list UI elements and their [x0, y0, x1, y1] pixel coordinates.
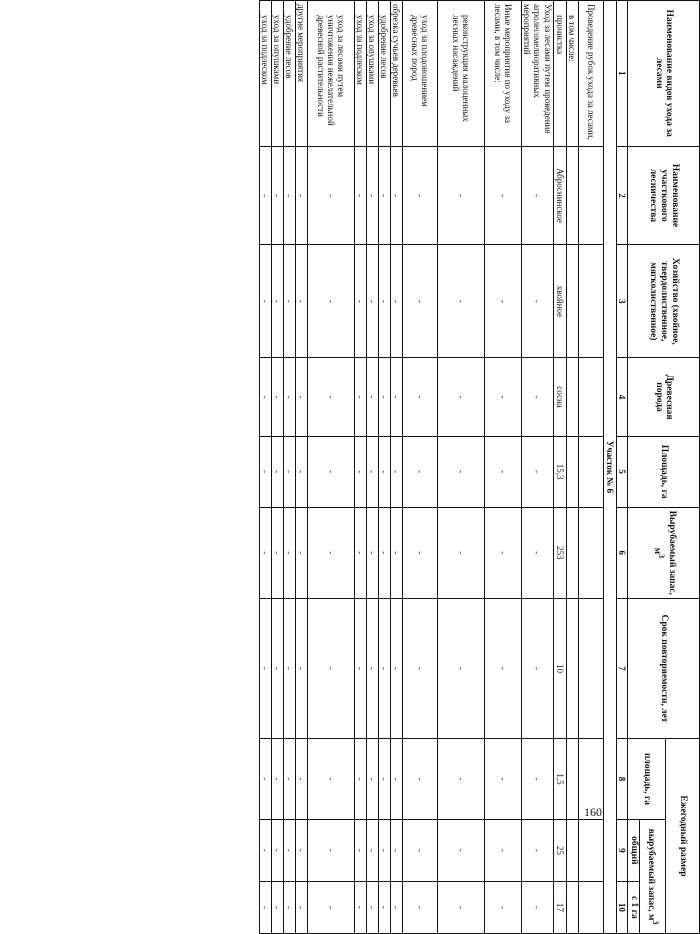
row-label-cell: уход за плодоношением древесных пород	[402, 1, 437, 147]
table-row	[283, 1, 295, 934]
table-cell: -	[390, 358, 402, 436]
table-cell: -	[378, 881, 390, 933]
table-cell: -	[378, 507, 390, 598]
table-cell: -	[378, 146, 390, 245]
table-cell: -	[354, 436, 366, 507]
table-cell: -	[259, 358, 271, 436]
table-cell: -	[402, 820, 437, 882]
table-cell: -	[271, 358, 283, 436]
header-annual-size: Ежегодный размер	[666, 738, 700, 933]
table-cell: 10	[553, 599, 566, 739]
table-cell: -	[259, 599, 271, 739]
table-cell	[566, 507, 578, 598]
table-cell: -	[259, 436, 271, 507]
table-cell: -	[390, 599, 402, 739]
table-cell: -	[366, 820, 378, 882]
header-harvest-volume-text: Вырубаемый запас, м	[651, 510, 677, 595]
table-cell: -	[390, 881, 402, 933]
table-cell: -	[378, 436, 390, 507]
table-cell: -	[521, 820, 553, 882]
header-forestry-district: Наименование участкового лесничества	[628, 146, 700, 245]
table-cell: -	[259, 738, 271, 819]
table-cell	[578, 881, 603, 933]
table-cell	[566, 820, 578, 882]
table-cell: -	[259, 245, 271, 358]
table-cell: -	[354, 599, 366, 739]
table-cell: -	[484, 146, 521, 245]
table-cell: -	[484, 820, 521, 882]
table-cell: -	[354, 358, 366, 436]
table-row	[271, 1, 283, 934]
header-annual-volume-sup: 3	[651, 920, 661, 925]
row-label-cell: уход за опушками	[366, 1, 378, 147]
table-row	[378, 1, 390, 934]
table-cell: -	[437, 245, 484, 358]
table-row	[307, 1, 354, 934]
table-cell: -	[521, 738, 553, 819]
table-cell: -	[366, 599, 378, 739]
table-body	[259, 1, 627, 934]
table-cell	[578, 436, 603, 507]
header-repeat-period: Срок повторяемости, лет	[628, 599, 700, 739]
table-cell: -	[271, 507, 283, 598]
table-row	[259, 1, 271, 934]
table-cell: -	[295, 599, 307, 739]
table-cell: -	[283, 820, 295, 882]
table-cell: -	[366, 436, 378, 507]
table-cell: -	[521, 146, 553, 245]
table-cell: -	[521, 358, 553, 436]
table-cell: -	[307, 436, 354, 507]
table-cell: -	[366, 507, 378, 598]
table-cell: -	[283, 881, 295, 933]
table-cell: -	[521, 507, 553, 598]
row-label-cell: реконструкция малоценных лесных насаждений	[437, 1, 484, 147]
table-cell: -	[484, 738, 521, 819]
table-cell: -	[437, 436, 484, 507]
table-cell: -	[366, 738, 378, 819]
table-cell	[578, 820, 603, 882]
table-cell: хвойное	[553, 245, 566, 358]
row-label-cell: удобрение лесов	[378, 1, 390, 147]
table-cell: -	[402, 358, 437, 436]
table-cell: -	[259, 881, 271, 933]
table-cell: 1,5	[553, 738, 566, 819]
header-annual-volume-per-ha: с 1 га	[628, 881, 640, 933]
table-cell: -	[390, 245, 402, 358]
row-label-cell: уход за опушками	[271, 1, 283, 147]
table-cell: -	[484, 436, 521, 507]
row-label-cell: обрезка сучьев деревьев	[390, 1, 402, 147]
row-label-cell: уход за подлеском	[259, 1, 271, 147]
table-cell: -	[378, 358, 390, 436]
row-label-cell: Проведение рубок ухода за лесами,	[578, 1, 603, 147]
table-row	[354, 1, 366, 934]
table-cell: -	[390, 738, 402, 819]
table-cell	[578, 146, 603, 245]
table-cell	[566, 599, 578, 739]
table-cell	[566, 245, 578, 358]
table-cell: -	[366, 146, 378, 245]
table-cell: -	[437, 146, 484, 245]
table-cell: -	[283, 146, 295, 245]
table-cell	[566, 436, 578, 507]
table-row	[578, 1, 603, 934]
table-cell: -	[521, 245, 553, 358]
table-row	[566, 1, 578, 934]
table-cell: -	[271, 738, 283, 819]
table-row	[295, 1, 307, 934]
section-title: Участок № 6	[603, 1, 616, 934]
table-cell: -	[307, 599, 354, 739]
table-cell: -	[354, 507, 366, 598]
table-cell	[578, 358, 603, 436]
page-number: 160	[584, 805, 602, 819]
table-cell: -	[378, 599, 390, 739]
table-cell	[566, 358, 578, 436]
table-cell: Аброснинское	[553, 146, 566, 245]
table-cell: -	[437, 738, 484, 819]
table-cell: -	[437, 820, 484, 882]
row-label-cell: прочистка	[553, 1, 566, 147]
table-header	[628, 1, 700, 934]
table-cell: -	[390, 146, 402, 245]
header-annual-volume	[640, 820, 666, 934]
table-cell: -	[521, 881, 553, 933]
table-cell: -	[402, 146, 437, 245]
table-cell: -	[484, 358, 521, 436]
table-cell: -	[295, 245, 307, 358]
table-cell: -	[354, 146, 366, 245]
table-cell: -	[283, 738, 295, 819]
row-label-cell: в том числе:	[566, 1, 578, 147]
table-cell: -	[402, 507, 437, 598]
row-label-cell: другие мероприятия	[295, 1, 307, 147]
table-cell: -	[521, 599, 553, 739]
column-number: 5	[616, 436, 627, 507]
table-cell: -	[378, 820, 390, 882]
table-cell: -	[295, 820, 307, 882]
header-area: Площадь, га	[628, 436, 700, 507]
header-tree-species: Древесная порода	[628, 358, 700, 436]
table-cell: -	[484, 599, 521, 739]
table-cell: -	[402, 738, 437, 819]
table-cell: -	[271, 436, 283, 507]
table-row	[402, 1, 437, 934]
table-row	[366, 1, 378, 934]
table-cell: -	[378, 738, 390, 819]
table-cell: -	[307, 507, 354, 598]
table-cell: -	[378, 245, 390, 358]
table-cell: -	[402, 245, 437, 358]
table-cell: -	[307, 881, 354, 933]
table-cell: -	[259, 146, 271, 245]
table-cell: -	[307, 820, 354, 882]
table-cell: -	[283, 358, 295, 436]
column-number: 8	[616, 738, 627, 819]
table-cell: -	[307, 358, 354, 436]
table-cell: -	[521, 436, 553, 507]
table-cell: -	[484, 245, 521, 358]
table-cell	[578, 507, 603, 598]
table-row	[521, 1, 553, 934]
table-cell	[566, 146, 578, 245]
header-annual-volume-text: вырубаемый запас, м	[645, 828, 656, 921]
table-cell: -	[295, 881, 307, 933]
table-row	[390, 1, 402, 934]
table-cell: -	[366, 881, 378, 933]
table-cell: 25	[553, 820, 566, 882]
column-number: 2	[616, 146, 627, 245]
header-annual-area: площадь, га	[628, 738, 666, 819]
table-cell	[578, 245, 603, 358]
row-label-cell: Уход за лесами путем проведения агролесомелиоративных мероприятий	[521, 1, 553, 147]
table-cell	[578, 599, 603, 739]
column-number: 4	[616, 358, 627, 436]
table-cell: -	[402, 599, 437, 739]
row-label-cell: уход за лесами путем уничтожения нежелательной древесной растительности	[307, 1, 354, 147]
table-cell: -	[271, 820, 283, 882]
row-label-cell: удобрение лесов	[283, 1, 295, 147]
table-cell: -	[354, 820, 366, 882]
table-cell: -	[295, 507, 307, 598]
table-cell: -	[366, 245, 378, 358]
table-cell: -	[354, 245, 366, 358]
section-row	[603, 1, 616, 934]
header-care-type: Наименование видов ухода за лесами	[628, 1, 700, 147]
table-cell: -	[307, 146, 354, 245]
table-cell: -	[295, 436, 307, 507]
table-cell: -	[295, 358, 307, 436]
table-cell: -	[295, 146, 307, 245]
table-cell: -	[271, 881, 283, 933]
table-cell: -	[271, 146, 283, 245]
row-label-cell: Иные мероприятия по уходу за лесами, в том числе:	[484, 1, 521, 147]
table-row	[553, 1, 566, 934]
table-cell: -	[259, 507, 271, 598]
table-cell: -	[354, 738, 366, 819]
row-label-cell: уход за подлеском	[354, 1, 366, 147]
header-harvest-volume	[628, 507, 700, 598]
table-cell: -	[437, 881, 484, 933]
table-cell: -	[283, 436, 295, 507]
table-cell: -	[484, 881, 521, 933]
table-cell: -	[307, 738, 354, 819]
table-cell: -	[271, 599, 283, 739]
table-cell: -	[271, 245, 283, 358]
table-cell: -	[390, 436, 402, 507]
forest-care-table	[259, 0, 700, 934]
table-cell: -	[283, 599, 295, 739]
column-number: 10	[616, 881, 627, 933]
table-cell: сосна	[553, 358, 566, 436]
header-economy-type: Хозяйство (хвойное, твердолиственное, мягколиственное)	[628, 245, 700, 358]
table-cell: -	[402, 436, 437, 507]
table-cell: -	[437, 358, 484, 436]
table-cell: 253	[553, 507, 566, 598]
column-number: 6	[616, 507, 627, 598]
table-cell: -	[437, 599, 484, 739]
column-number: 1	[616, 1, 627, 147]
header-annual-volume-total: общий	[628, 820, 640, 882]
table-cell: -	[390, 820, 402, 882]
table-row	[484, 1, 521, 934]
table-cell	[578, 738, 603, 819]
table-cell: -	[437, 507, 484, 598]
table-cell: -	[283, 245, 295, 358]
table-cell: -	[390, 507, 402, 598]
table-cell: 15,3	[553, 436, 566, 507]
table-cell: -	[484, 507, 521, 598]
table-cell: -	[307, 245, 354, 358]
table-cell: -	[354, 881, 366, 933]
table-cell: -	[366, 358, 378, 436]
header-harvest-volume-sup: 3	[656, 554, 666, 559]
table-cell: -	[295, 738, 307, 819]
table-cell: -	[402, 881, 437, 933]
table-cell	[566, 738, 578, 819]
column-number: 3	[616, 245, 627, 358]
table-cell: -	[259, 820, 271, 882]
column-number: 9	[616, 820, 627, 882]
table-cell	[566, 881, 578, 933]
column-number: 7	[616, 599, 627, 739]
table-cell: 17	[553, 881, 566, 933]
table-row	[437, 1, 484, 934]
column-number-row	[616, 1, 627, 934]
table-cell: -	[283, 507, 295, 598]
